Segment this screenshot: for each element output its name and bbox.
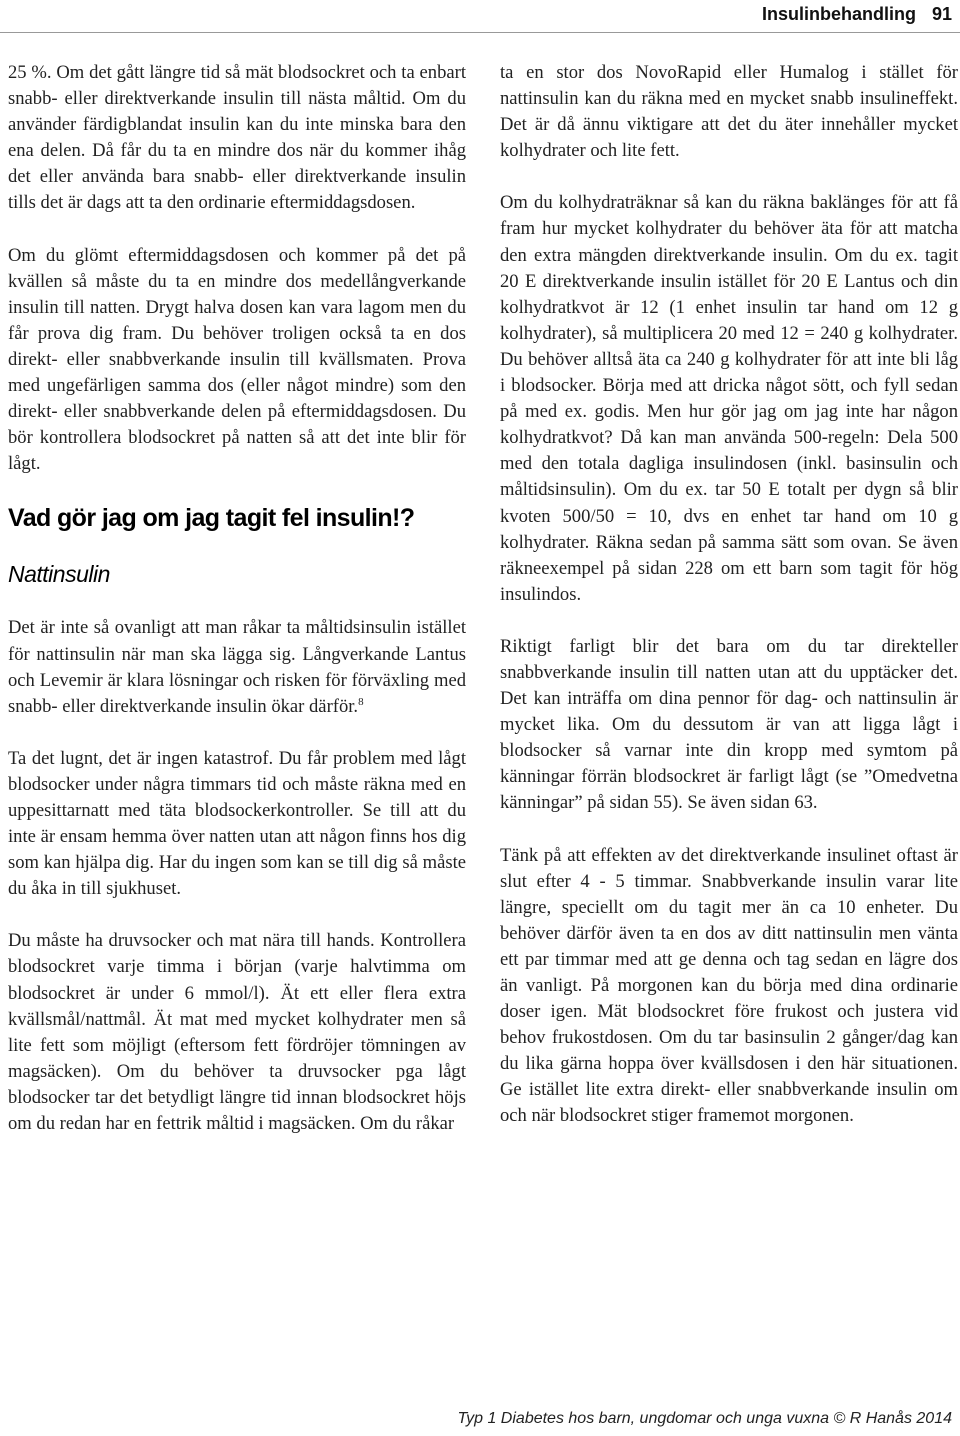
chapter-title: Insulinbehandling <box>762 4 916 24</box>
running-header <box>0 0 960 34</box>
paragraph: Riktigt farligt blir det bara om du tar direkteller snabbverkande insulin till natten utan att du upptäcker det. Det kan inträffa om dina pennor för dag- och nattinsulin är mycket lika. Om du dessutom är van att ligga lågt i blodsocker så varnar inte din kropp med symtom på känningar förrän blodsockret är farligt lågt (se ”Omedvetna känningar” på sidan 55). Se även sidan 63. <box>500 635 958 814</box>
footnote-marker: 8 <box>358 695 364 708</box>
page-footer: Typ 1 Diabetes hos barn, ungdomar och unga vuxna © R Hanås 2014 <box>457 1410 952 1427</box>
paragraph: Om du glömt eftermiddagsdosen och kommer på det på kvällen så måste du ta en mindre dos medellångverkande insulin till natten. Drygt halva dosen kan vara lagom men du får prova dig fram. Du behöver troligen också ta en dos direkt- eller snabbverkande insulin till kvällsmaten. Prova med ungefärligen samma dos (eller något mindre) som den direkt- eller snabbverkande delen på eftermiddagsdosen. Du bör kontrollera blodsockret på natten så att det inte blir för lågt. <box>8 244 466 475</box>
paragraph <box>8 615 466 719</box>
paragraph-text: Det är inte så ovanligt att man råkar ta måltidsinsulin istället för nattinsulin när man ska lägga sig. Långverkande Lantus och Levemir är klara lösningar och risken för förväxling med snabb- eller direktverkande insulin ökar därför. <box>8 617 466 717</box>
paragraph: Du måste ha druvsocker och mat nära till hands. Kontrollera blodsockret varje timma i början (varje halvtimma om blodsockret är under 6 mmol/l). Ät ett eller flera extra kvällsmål/nattmål. Ät mat med mycket kolhydrater men så lite fett som möjligt (eftersom fett fördröjer tömningen av magsäcken). Om du behöver ta druvsocker pga lågt blodsocker tar det betydligt längre tid innan blodsockret höjs om du redan har en fettrik måltid i magsäcken. Om du råkar <box>8 930 466 1134</box>
paragraph: ta en stor dos NovoRapid eller Humalog i stället för nattinsulin kan du räkna med en mycket snabb insulineffekt. Det är då ännu viktigare att det du äter innehåller mycket kolhydrater och lite fett. <box>500 62 958 162</box>
paragraph: Ta det lugnt, det är ingen katastrof. Du får problem med lågt blodsocker under några timmars tid och måste räkna med en uppesittarnatt med täta blodsockerkontroller. Se till att du inte är ensam hemma över natten utan att någon finns hos dig som kan hjälpa dig. Har du ingen som kan se till dig så måste du åka in till sjukhuset. <box>8 747 466 900</box>
header-rule <box>0 32 960 33</box>
paragraph: Tänk på att effekten av det direktverkande insulinet oftast är slut efter 4 - 5 timmar. Snabbverkande insulin varar lite längre, speciellt om du tagit mer än ca 10 enheter. Du behöver därför även ta en dos av ditt nattinsulin men vänta ett par timmar med att ge denna och tag sedan en lägre dos än vanligt. På morgonen kan du börja med dina ordinarie doser igen. Mät blodsockret före frukost och justera vid behov frukostdosen. Om du tar basinsulin 2 gånger/dag kan du lika gärna hoppa över kvällsdosen i den här situationen. Ge istället lite extra direkt- eller snabbverkande insulin om och när blodsockret stiger framemot morgonen. <box>500 844 958 1127</box>
paragraph: 25 %. Om det gått längre tid så mät blodsockret och ta enbart snabb- eller direktverkande insulin till nästa måltid. Om du använder färdigblandat insulin kan du inte minska bara den ena delen. Då får du ta en mindre dos när du kommer ihåg det eller använda bara snabb- eller direktverkande insulin tills det är dags att ta den ordinarie eftermiddagsdosen. <box>8 62 466 214</box>
page-number: 91 <box>931 4 952 24</box>
left-column <box>8 60 466 1163</box>
right-column <box>500 60 958 1156</box>
paragraph: Om du kolhydraträknar så kan du räkna baklänges för att få fram hur mycket kolhydrater du behöver äta för att matcha den extra mängden direktverkande insulin. Om du ex. tagit 20 E direktverkande insulin istället för 20 E Lantus och din kolhydratkvot är 12 (1 enhet insulin tar hand om 12 g kolhydrater), så multiplicera 20 med 12 = 240 g kolhydrater. Du behöver alltså äta ca 240 g kolhydrater för att inte bli låg i blodsocker. Börja med att dricka något sött, och fyll sedan på med ex. godis. Men hur gör jag om jag inte har någon kolhydratkvot? Då kan man använda 500-regeln: Dela 500 med den totala dagliga insulindosen (inkl. basinsulin och måltidsinsulin). Om du ex. tar 50 E totalt per dygn så blir kvoten 500/50 = 10, dvs en enhet tar hand om 10 g kolhydrater. Räkna sedan på samma sätt som ovan. Se även räkneexempel på sidan 228 om ett barn som tagit för hög insulindos. <box>500 192 958 605</box>
section-heading: Vad gör jag om jag tagit fel insulin!? <box>8 504 415 533</box>
subsection-heading: Nattinsulin <box>8 561 110 588</box>
